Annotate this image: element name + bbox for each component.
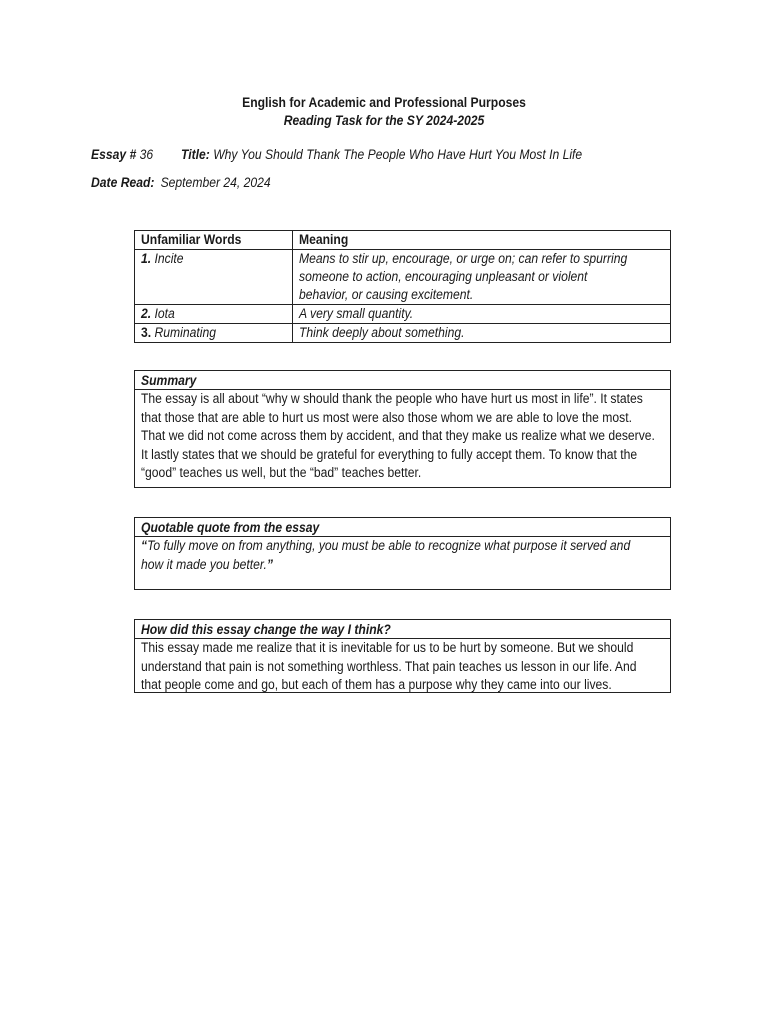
quote-box <box>134 517 671 590</box>
reflection-box <box>134 619 671 693</box>
reflection-heading: How did this essay change the way I think? <box>135 620 670 639</box>
essay-number-row <box>91 147 160 162</box>
word-cell: 1. Incite <box>135 250 293 305</box>
vocabulary-header-row <box>135 231 671 250</box>
vocabulary-table <box>134 230 671 343</box>
date-read: September 24, 2024 <box>160 175 271 190</box>
table-row <box>135 305 671 324</box>
essay-number-label: Essay # <box>91 147 137 162</box>
meaning-cell: Means to stir up, encourage, or urge on; can refer to spurring someone to action, encouraging unpleasant or violent behavior, or causing excitement. <box>293 250 671 305</box>
essay-title: Why You Should Thank The People Who Have Hurt You Most In Life <box>213 147 583 162</box>
essay-title-row <box>181 147 627 162</box>
task-title-text: Reading Task for the SY 2024-2025 <box>283 113 485 128</box>
table-row <box>135 250 671 305</box>
date-read-label: Date Read: <box>91 175 155 190</box>
essay-title-label: Title: <box>181 147 210 162</box>
course-title <box>0 95 768 110</box>
quote-heading: Quotable quote from the essay <box>135 518 670 537</box>
meaning-header: Meaning <box>293 231 671 250</box>
date-read-row <box>91 175 291 190</box>
meaning-cell: Think deeply about something. <box>293 324 671 343</box>
meaning-cell: A very small quantity. <box>293 305 671 324</box>
essay-number: 36 <box>139 147 154 162</box>
word-cell: 3. Ruminating <box>135 324 293 343</box>
quote-text: “To fully move on from anything, you must be able to recognize what purpose it served and how it made you better.” <box>141 538 631 572</box>
reflection-text: This essay made me realize that it is inevitable for us to be hurt by someone. But we should understand that pain is not something worthless. That pain teaches us lesson in our life. And that people come and go, but each of them has a purpose why they came into our lives. <box>141 640 637 692</box>
summary-box <box>134 370 671 488</box>
task-title <box>0 113 768 128</box>
summary-text: The essay is all about “why w should thank the people who have hurt us most in life”. It states that those that are able to hurt us most were also those whom we are able to love the most. That we did not come across them by accident, and that they make us realize what we deserve. It lastly states that we should be grateful for everything to fully accept them. To know that the “good” teaches us well, but the “bad” teaches better. <box>141 391 655 480</box>
course-title-text: English for Academic and Professional Purposes <box>242 95 526 110</box>
word-cell: 2. Iota <box>135 305 293 324</box>
unfamiliar-words-header: Unfamiliar Words <box>135 231 293 250</box>
table-row <box>135 324 671 343</box>
summary-heading: Summary <box>135 371 670 390</box>
